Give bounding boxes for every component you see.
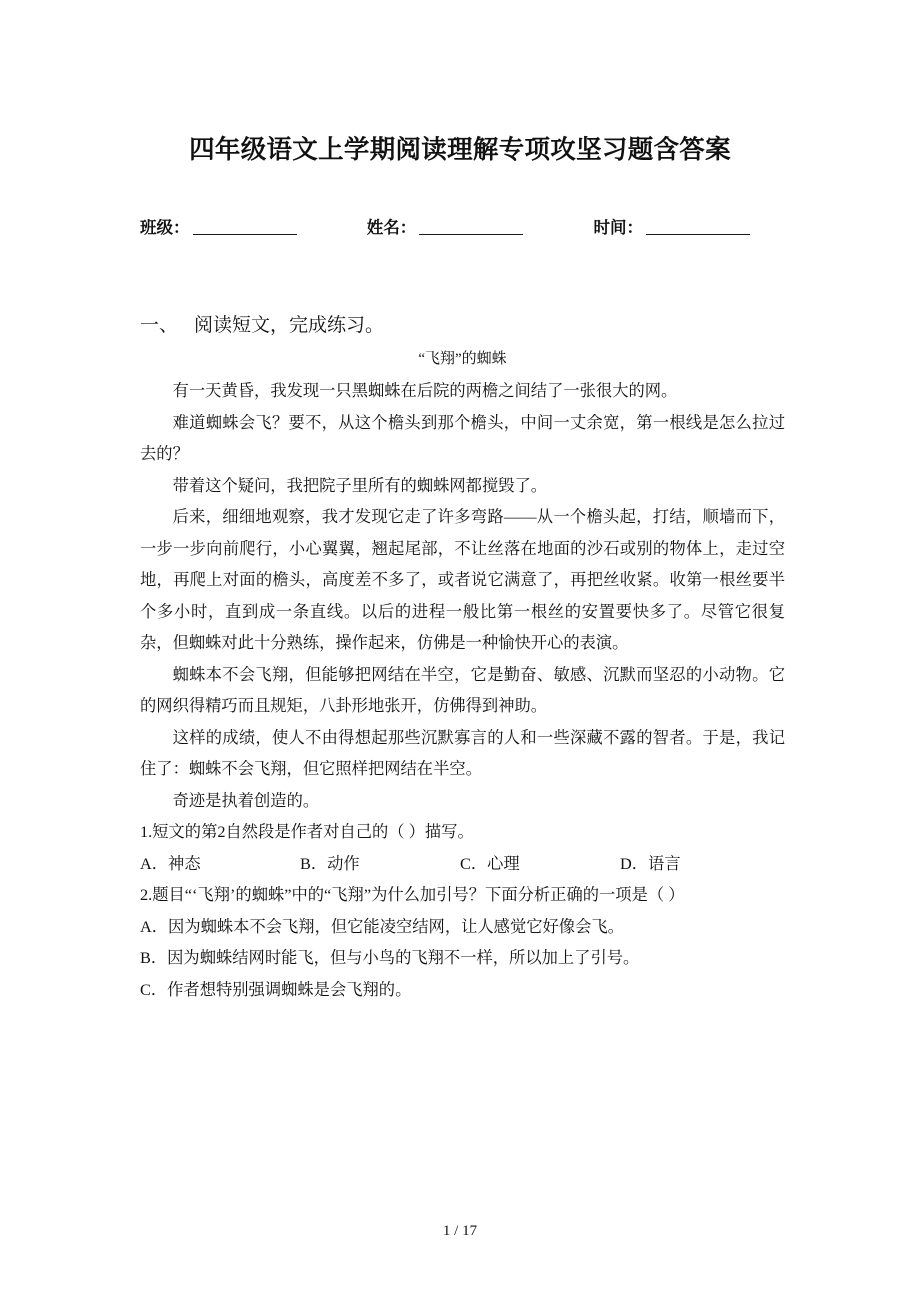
time-label: 时间： [593,218,643,237]
student-info-line [140,215,800,241]
class-field-group [140,215,297,241]
question-2 [140,879,785,911]
passage-paragraph: 后来，细细地观察，我才发现它走了许多弯路——从一个檐头起，打结，顺墙而下，一步一步向前爬行，小心翼翼，翘起尾部，不让丝落在地面的沙石或别的物体上，走过空地，再爬上对面的檐头，高度差不多了，或者说它满意了，再把丝收紧。收第一根丝要半个多小时，直到成一条直线。以后的进程一般比第一根丝的安置要快多了。尽管它很复杂，但蜘蛛对此十分熟练，操作起来，仿佛是一种愉快开心的表演。 [140,507,785,652]
passage-title: “飞翔”的蜘蛛 [418,350,507,367]
page-title: 四年级语文上学期阅读理解专项攻坚习题含答案 [189,135,731,165]
question-1-option-a[interactable]: A．神态 [140,853,201,873]
time-input-blank[interactable] [646,219,750,235]
question-2-option-b[interactable]: B．因为蜘蛛结网时能飞，但与小鸟的飞翔不一样，所以加上了引号。 [140,948,640,967]
question-1-option-b[interactable]: B．动作 [300,853,360,873]
page-number-footer: 1 / 17 [442,1223,478,1239]
section-heading-text: 阅读短文，完成练习。 [194,315,385,336]
class-input-blank[interactable] [193,219,297,235]
question-2-text: 题目“‘飞翔’的蜘蛛”中的“飞翔”为什么加引号？下面分析正确的一项是（ ） [152,885,685,904]
passage-paragraph: 奇迹是执着创造的。 [172,790,320,810]
class-label: 班级： [140,218,190,237]
section-heading-one [140,312,785,341]
name-input-blank[interactable] [419,219,523,235]
time-field-group [594,215,751,241]
passage-paragraph: 带着这个疑问，我把院子里所有的蜘蛛网都搅毁了。 [172,475,548,495]
passage-paragraph: 蜘蛛本不会飞翔，但能够把网结在半空，它是勤奋、敏感、沉默而坚忍的小动物。它的网织得精巧而且规矩，八卦形地张开，仿佛得到神助。 [140,664,785,715]
name-label: 姓名： [366,218,417,237]
name-field-group [367,215,524,241]
passage-paragraph: 这样的成绩，使人不由得想起那些沉默寡言的人和一些深藏不露的智者。于是，我记住了：蜘蛛不会飞翔，但它照样把网结在半空。 [140,727,785,778]
document-body [140,312,785,1005]
question-1-options [140,848,785,880]
passage-paragraph: 有一天黄昏，我发现一只黑蜘蛛在后院的两檐之间结了一张很大的网。 [172,381,678,400]
question-2-option-a[interactable]: A．因为蜘蛛本不会飞翔，但它能凌空结网，让人感觉它好像会飞。 [140,916,624,936]
question-1 [140,816,785,848]
passage-paragraph: 难道蜘蛛会飞？要不，从这个檐头到那个檐头，中间一丈余宽，第一根线是怎么拉过去的？ [140,412,785,463]
section-number: 一、 [140,315,179,336]
question-2-option-c[interactable]: C．作者想特别强调蜘蛛是会飞翔的。 [140,979,412,999]
question-2-number: 2. [140,885,153,904]
question-1-text: 短文的第2自然段是作者对自己的（ ）描写。 [152,822,474,841]
question-1-option-d[interactable]: D．语言 [620,853,681,873]
question-1-number: 1. [140,822,153,841]
question-1-option-c[interactable]: C．心理 [460,853,520,873]
